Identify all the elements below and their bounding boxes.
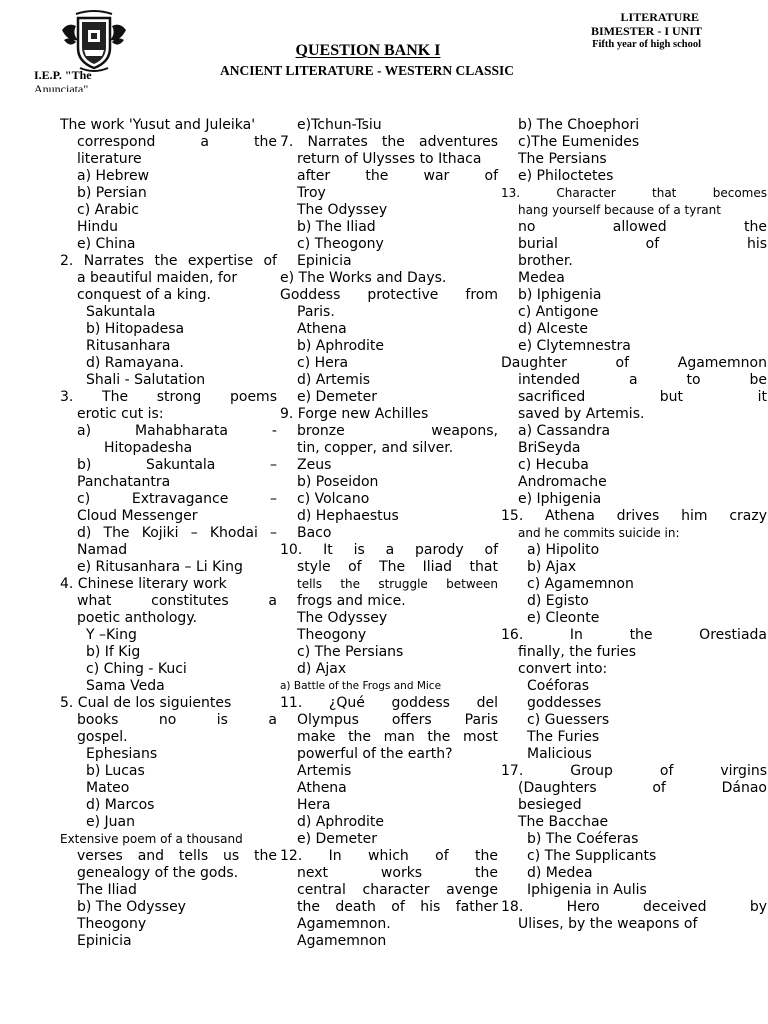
text-line: 15. Athena drives him crazy: [501, 508, 767, 524]
text-line: d) Ramayana.: [86, 355, 184, 371]
text-line: and he commits suicide in:: [518, 526, 680, 540]
text-line: e) Cleonte: [527, 610, 600, 626]
text-line: b) Persian: [77, 185, 147, 201]
text-line: Y –King: [86, 627, 137, 643]
text-line: b) Sakuntala –: [77, 457, 277, 473]
text-line: erotic cut is:: [77, 406, 164, 422]
text-line: conquest of a king.: [77, 287, 211, 303]
text-line: besieged: [518, 797, 582, 813]
text-line: The Furies: [527, 729, 600, 745]
text-line: Daughter of Agamemnon: [501, 355, 767, 371]
text-line: b) The Coéferas: [527, 831, 639, 847]
text-line: e) Juan: [86, 814, 135, 830]
text-line: saved by Artemis.: [518, 406, 645, 422]
text-line: no allowed the: [518, 219, 767, 235]
text-line: convert into:: [518, 661, 608, 677]
text-line: Andromache: [518, 474, 607, 490]
text-line: verses and tells us the: [77, 848, 277, 864]
text-line: c) Hera: [297, 355, 349, 371]
text-line: b) If Kig: [86, 644, 141, 660]
text-line: Troy: [297, 185, 326, 201]
text-line: c) The Supplicants: [527, 848, 657, 864]
text-line: tin, copper, and silver.: [297, 440, 454, 456]
text-line: b) The Choephori: [518, 117, 640, 133]
text-line: Epinicia: [77, 933, 132, 949]
text-line: Iphigenia in Aulis: [527, 882, 647, 898]
text-line: d) Artemis: [297, 372, 371, 388]
text-line: c) Arabic: [77, 202, 139, 218]
text-line: 13. Character that becomes: [501, 186, 767, 200]
text-line: e)Tchun-Tsiu: [297, 117, 382, 133]
text-line: Extensive poem of a thousand: [60, 832, 243, 846]
text-line: the death of his father: [297, 899, 498, 915]
text-line: The Odyssey: [297, 202, 388, 218]
text-line: b) Ajax: [527, 559, 577, 575]
text-line: d) Marcos: [86, 797, 155, 813]
text-line: BriSeyda: [518, 440, 581, 456]
text-line: c) Volcano: [297, 491, 370, 507]
text-line: Theogony: [77, 916, 147, 932]
text-line: Athena: [297, 780, 347, 796]
text-line: genealogy of the gods.: [77, 865, 239, 881]
text-line: 18. Hero deceived by: [501, 899, 767, 915]
text-line: literature: [77, 151, 142, 167]
page-title-text: QUESTION BANK I: [295, 42, 441, 59]
grade-level: Fifth year of high school: [592, 39, 701, 50]
text-line: Medea: [518, 270, 565, 286]
text-line: (Daughters of Dánao: [518, 780, 767, 796]
text-line: c) Theogony: [297, 236, 384, 252]
text-line: hang yourself because of a tyrant: [518, 203, 721, 217]
text-line: bronze weapons,: [297, 423, 498, 439]
text-line: b) The Odyssey: [77, 899, 186, 915]
text-line: a beautiful maiden, for: [77, 270, 238, 286]
text-line: poetic anthology.: [77, 610, 198, 626]
text-line: d) Medea: [527, 865, 593, 881]
text-line: Hera: [297, 797, 331, 813]
text-line: d) Hephaestus: [297, 508, 399, 524]
text-line: The Bacchae: [518, 814, 609, 830]
text-line: b) Poseidon: [297, 474, 379, 490]
text-line: c) Hecuba: [518, 457, 589, 473]
text-line: c) Ching - Kuci: [86, 661, 187, 677]
text-line: central character avenge: [297, 882, 498, 898]
text-line: Mateo: [86, 780, 130, 796]
text-line: c)The Eumenides: [518, 134, 640, 150]
text-line: frogs and mice.: [297, 593, 406, 609]
school-name-continued: Anunciata": [34, 82, 89, 92]
text-line: Goddess protective from: [280, 287, 498, 303]
text-line: make the man the most: [297, 729, 498, 745]
text-line: next works the: [297, 865, 498, 881]
text-line: c) Extravagance –: [77, 491, 277, 507]
text-line: powerful of the earth?: [297, 746, 453, 762]
text-line: The Odyssey: [297, 610, 388, 626]
text-line: Namad: [77, 542, 128, 558]
text-line: Ritusanhara: [86, 338, 171, 354]
text-line: a) Hipolito: [527, 542, 600, 558]
text-line: Artemis: [297, 763, 352, 779]
text-line: Agamemnon: [297, 933, 387, 949]
text-line: Ulises, by the weapons of: [518, 916, 698, 932]
text-line: d) Aphrodite: [297, 814, 385, 830]
text-line: 17. Group of virgins: [501, 763, 767, 779]
text-line: e) Ritusanhara – Li King: [77, 559, 243, 575]
text-line: burial of his: [518, 236, 767, 252]
text-line: d) Ajax: [297, 661, 347, 677]
text-line: Ephesians: [86, 746, 158, 762]
text-line: c) Antigone: [518, 304, 599, 320]
text-line: d) The Kojiki – Khodai –: [77, 525, 277, 541]
text-line: 12. In which of the: [280, 848, 498, 864]
text-line: Theogony: [297, 627, 367, 643]
text-line: a) Battle of the Frogs and Mice: [280, 680, 442, 692]
text-line: Olympus offers Paris: [297, 712, 498, 728]
text-line: Paris.: [297, 304, 335, 320]
text-line: Sama Veda: [86, 678, 165, 694]
text-line: Hindu: [77, 219, 119, 235]
text-line: finally, the furies: [518, 644, 637, 660]
text-line: 11. ¿Qué goddess del: [280, 695, 498, 711]
text-line: b) Hitopadesa: [86, 321, 185, 337]
text-line: b) Aphrodite: [297, 338, 385, 354]
text-line: 5. Cual de los siguientes: [60, 695, 232, 711]
text-line: e) China: [77, 236, 136, 252]
school-name: I.E.P. "The: [34, 68, 92, 82]
text-line: Epinicia: [297, 253, 352, 269]
page-subtitle: ANCIENT LITERATURE - WESTERN CLASSIC: [219, 63, 515, 78]
text-line: books no is a: [77, 712, 277, 728]
text-line: gospel.: [77, 729, 128, 745]
text-line: Sakuntala: [86, 304, 156, 320]
text-line: correspond a the: [77, 134, 277, 150]
text-line: The Persians: [518, 151, 607, 167]
text-line: Baco: [297, 525, 332, 541]
text-line: sacrificed but it: [518, 389, 767, 405]
bimester-unit: BIMESTER - I UNIT: [590, 24, 702, 38]
text-line: style of The Iliad that: [297, 559, 498, 575]
text-line: Cloud Messenger: [77, 508, 198, 524]
text-line: Hitopadesha: [104, 440, 193, 456]
text-line: after the war of: [297, 168, 498, 184]
text-line: The work 'Yusut and Juleika': [60, 117, 256, 133]
text-line: e) Demeter: [297, 389, 378, 405]
course-name: LITERATURE: [620, 10, 699, 24]
text-line: 16. In the Orestiada: [501, 627, 767, 643]
text-line: e) The Works and Days.: [280, 270, 447, 286]
text-line: 9. Forge new Achilles: [280, 406, 429, 422]
text-line: tells the struggle between: [297, 577, 498, 591]
text-line: b) Iphigenia: [518, 287, 602, 303]
text-line: e) Demeter: [297, 831, 378, 847]
text-line: Agamemnon.: [297, 916, 391, 932]
text-line: d) Egisto: [527, 593, 589, 609]
text-line: Shali - Salutation: [86, 372, 206, 388]
text-line: return of Ulysses to Ithaca: [297, 151, 482, 167]
text-line: e) Philoctetes: [518, 168, 614, 184]
page-title: [0, 42, 768, 60]
text-line: 4. Chinese literary work: [60, 576, 227, 592]
text-line: goddesses: [527, 695, 602, 711]
text-line: Coéforas: [527, 678, 590, 694]
text-line: a) Mahabharata -: [77, 423, 277, 439]
text-line: intended a to be: [518, 372, 767, 388]
text-line: 7. Narrates the adventures: [280, 134, 498, 150]
text-line: Malicious: [527, 746, 592, 762]
text-line: a) Hebrew: [77, 168, 150, 184]
text-line: Panchatantra: [77, 474, 171, 490]
text-line: what constitutes a: [77, 593, 277, 609]
text-line: The Iliad: [77, 882, 137, 898]
text-line: 2. Narrates the expertise of: [60, 253, 277, 269]
text-line: Athena: [297, 321, 347, 337]
text-line: d) Alceste: [518, 321, 588, 337]
text-line: b) The Iliad: [297, 219, 376, 235]
text-line: a) Cassandra: [518, 423, 611, 439]
text-line: c) Agamemnon: [527, 576, 634, 592]
text-line: Zeus: [297, 457, 332, 473]
text-line: c) Guessers: [527, 712, 610, 728]
text-line: c) The Persians: [297, 644, 404, 660]
text-line: 3. The strong poems: [60, 389, 277, 405]
text-line: e) Iphigenia: [518, 491, 602, 507]
text-line: brother.: [518, 253, 573, 269]
text-line: b) Lucas: [86, 763, 145, 779]
text-line: 10. It is a parody of: [280, 542, 498, 558]
text-line: e) Clytemnestra: [518, 338, 631, 354]
